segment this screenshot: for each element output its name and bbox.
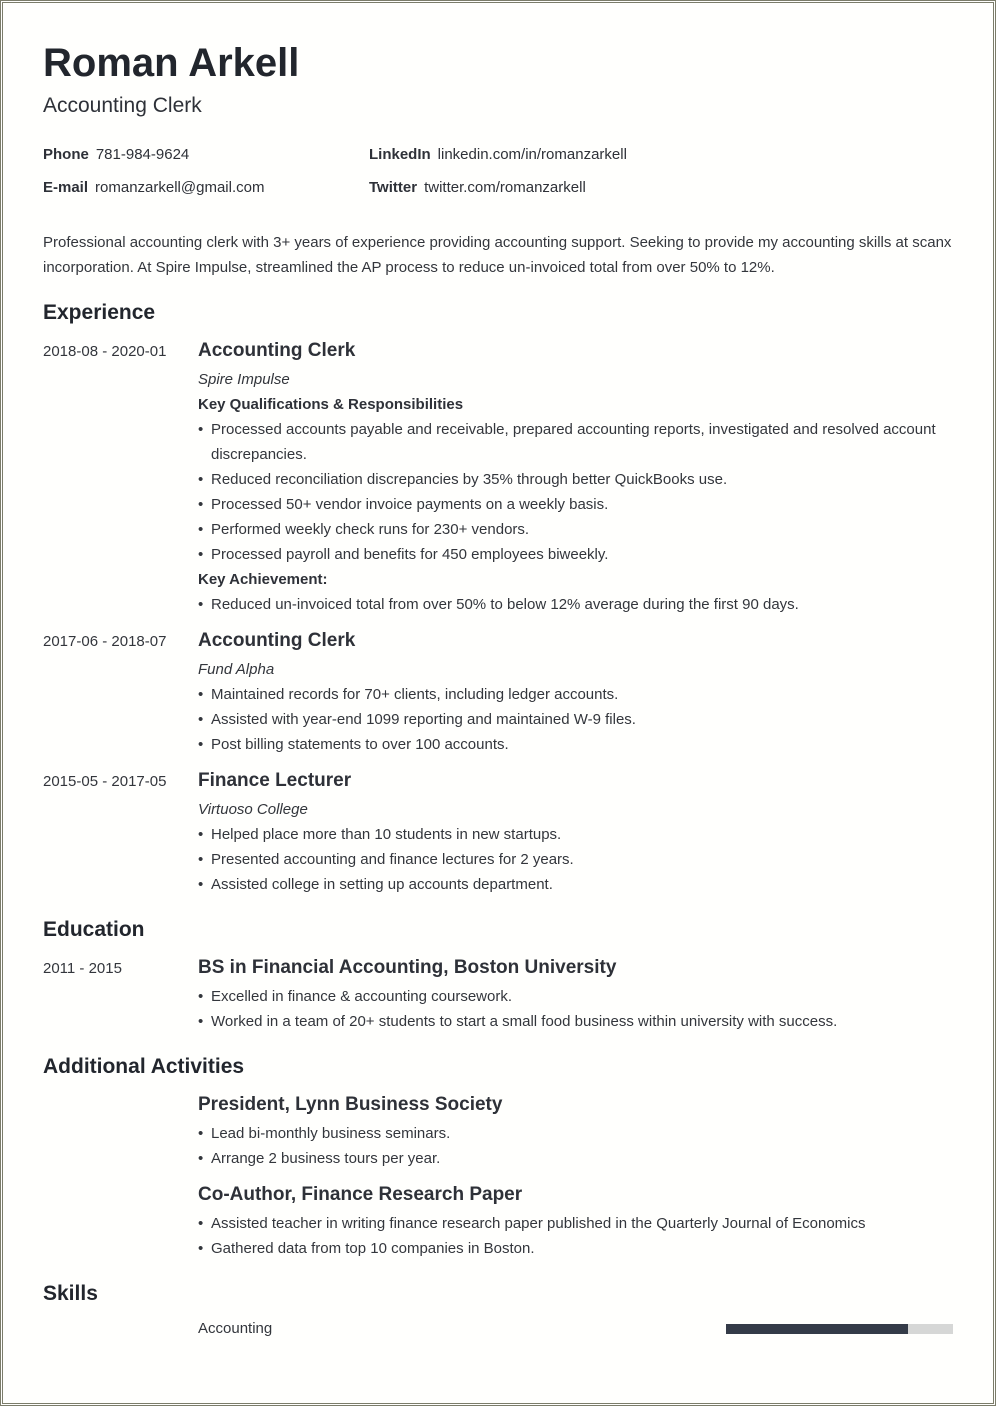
candidate-name: Roman Arkell (43, 41, 300, 85)
job-title: Finance Lecturer (198, 770, 352, 791)
job-bullet: • Presented accounting and finance lectures for 2 years. (198, 847, 948, 872)
activity-title: President, Lynn Business Society (198, 1094, 503, 1115)
candidate-title: Accounting Clerk (43, 94, 202, 117)
phone-value: 781-984-9624 (95, 146, 190, 163)
achievement-bullet: • Reduced un-invoiced total from over 50% to below 12% average during the first 90 days. (198, 592, 948, 617)
job-bullet: • Reduced reconciliation discrepancies by 35% through better QuickBooks use. (198, 467, 948, 492)
email-label: E-mail (43, 179, 89, 196)
education-title: BS in Financial Accounting, Boston University (198, 957, 617, 978)
job-dates: 2018-08 - 2020-01 (43, 343, 167, 360)
job-dates: 2015-05 - 2017-05 (43, 773, 167, 790)
contact-phone (43, 146, 189, 163)
twitter-label: Twitter (369, 179, 418, 196)
linkedin-value[interactable]: linkedin.com/in/romanzarkell (437, 146, 627, 163)
job-bullet: • Processed accounts payable and receivable, prepared accounting reports, investigated and resolved account discrepancies. (198, 417, 948, 467)
skill-level-fill (726, 1324, 908, 1334)
job-bullet: • Assisted with year-end 1099 reporting and maintained W-9 files. (198, 707, 948, 732)
activities-heading: Additional Activities (43, 1055, 245, 1078)
responsibilities-heading: Key Qualifications & Responsibilities (198, 396, 464, 413)
education-heading: Education (43, 918, 145, 941)
experience-heading: Experience (43, 301, 156, 324)
activity-bullet: • Assisted teacher in writing finance research paper published in the Quarterly Journal of Economics (198, 1211, 948, 1236)
activity-bullet: • Arrange 2 business tours per year. (198, 1146, 948, 1171)
job-bullet: • Helped place more than 10 students in new startups. (198, 822, 948, 847)
email-value[interactable]: romanzarkell@gmail.com (95, 179, 265, 196)
job-title: Accounting Clerk (198, 340, 356, 361)
twitter-value[interactable]: twitter.com/romanzarkell (424, 179, 586, 196)
summary-paragraph: Professional accounting clerk with 3+ years of experience providing accounting support. Seeking to provide my accounting skills at scanx incorporation. At Spire Impulse, streamlined the AP process to reduce un-invoiced total from over 50% to 12%. (43, 234, 952, 276)
job-company: Fund Alpha (198, 661, 275, 678)
contact-twitter (369, 179, 586, 196)
education-bullet: • Excelled in finance & accounting coursework. (198, 984, 948, 1009)
contact-email (43, 179, 264, 196)
skills-heading: Skills (43, 1282, 98, 1305)
education-dates: 2011 - 2015 (43, 960, 122, 977)
job-bullet: • Performed weekly check runs for 230+ vendors. (198, 517, 948, 542)
contact-linkedin (369, 146, 627, 163)
activity-bullet: • Gathered data from top 10 companies in Boston. (198, 1236, 948, 1261)
education-bullet: • Worked in a team of 20+ students to start a small food business within university with success. (198, 1009, 948, 1034)
job-company: Virtuoso College (198, 801, 308, 818)
job-bullet: • Maintained records for 70+ clients, including ledger accounts. (198, 682, 948, 707)
job-bullet: • Processed payroll and benefits for 450 employees biweekly. (198, 542, 948, 567)
skill-name: Accounting (198, 1320, 273, 1337)
job-title: Accounting Clerk (198, 630, 356, 651)
job-dates: 2017-06 - 2018-07 (43, 633, 167, 650)
job-bullet: • Post billing statements to over 100 accounts. (198, 732, 948, 757)
activity-bullet: • Lead bi-monthly business seminars. (198, 1121, 948, 1146)
job-bullet: • Assisted college in setting up accounts department. (198, 872, 948, 897)
achievement-heading: Key Achievement: (198, 571, 328, 588)
job-company: Spire Impulse (198, 371, 290, 388)
skill-level-bar (726, 1324, 953, 1334)
activity-title: Co-Author, Finance Research Paper (198, 1184, 523, 1205)
job-bullet: • Processed 50+ vendor invoice payments on a weekly basis. (198, 492, 948, 517)
linkedin-label: LinkedIn (369, 146, 431, 163)
phone-label: Phone (43, 146, 89, 163)
